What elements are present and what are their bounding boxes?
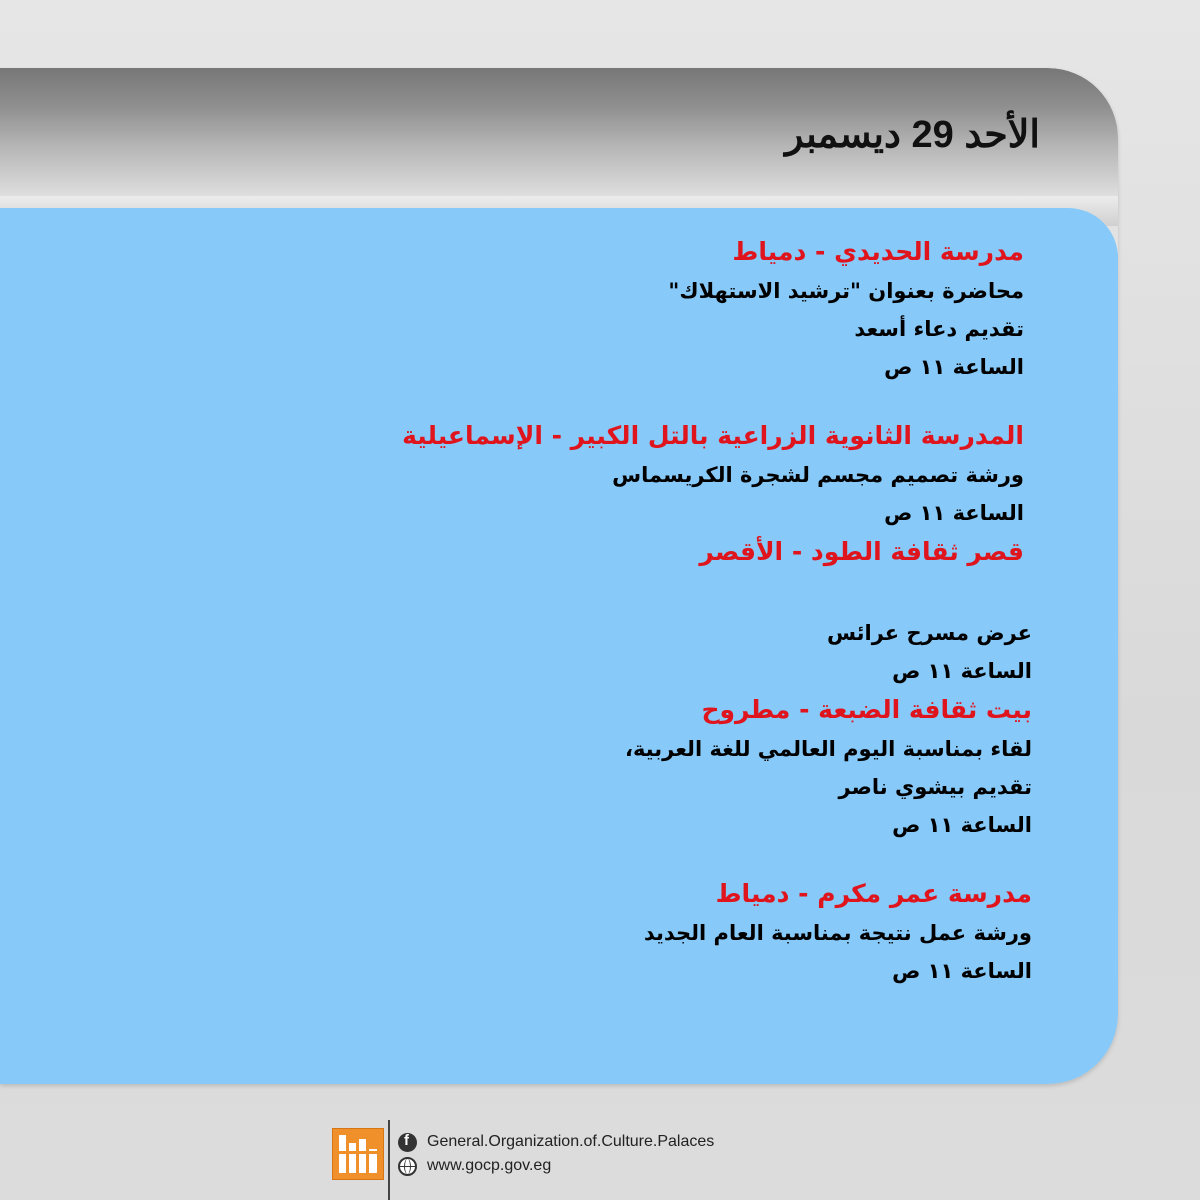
page-title: الأحد 29 ديسمبر: [785, 114, 1040, 156]
globe-icon: [398, 1157, 417, 1176]
event-line: الساعة ١١ ص: [884, 501, 1024, 525]
footer-divider: [388, 1120, 390, 1200]
event-line: عرض مسرح عرائس: [826, 621, 1032, 645]
website-link[interactable]: [398, 1154, 551, 1178]
event-item: [224, 532, 1032, 690]
event-line: ورشة عمل نتيجة بمناسبة العام الجديد: [643, 921, 1032, 945]
facebook-icon: [398, 1133, 417, 1152]
event-list: [224, 232, 1032, 990]
event-item: [224, 874, 1032, 990]
event-item: [224, 690, 1032, 844]
gocp-logo-icon: [332, 1128, 384, 1180]
event-line: تقديم بيشوي ناصر: [838, 775, 1032, 799]
event-venue: مدرسة عمر مكرم - دمياط: [715, 879, 1032, 908]
event-line: تقديم دعاء أسعد: [854, 317, 1024, 341]
event-venue: المدرسة الثانوية الزراعية بالتل الكبير - الإسماعيلية: [402, 421, 1024, 450]
facebook-link[interactable]: [398, 1130, 714, 1154]
event-line: لقاء بمناسبة اليوم العالمي للغة العربية،: [624, 737, 1032, 761]
facebook-label: General.Organization.of.Culture.Palaces: [427, 1133, 715, 1150]
event-venue: مدرسة الحديدي - دمياط: [732, 237, 1024, 266]
event-item: [224, 232, 1024, 386]
event-venue: قصر ثقافة الطود - الأقصر: [699, 537, 1024, 566]
website-label: www.gocp.gov.eg: [427, 1157, 552, 1174]
event-line: ورشة تصميم مجسم لشجرة الكريسماس: [612, 463, 1024, 487]
event-line: محاضرة بعنوان "ترشيد الاستهلاك": [668, 279, 1024, 303]
event-line: الساعة ١١ ص: [892, 813, 1032, 837]
event-venue: بيت ثقافة الضبعة - مطروح: [701, 695, 1032, 724]
event-line: الساعة ١١ ص: [892, 959, 1032, 983]
event-item: [224, 416, 1024, 532]
event-line: الساعة ١١ ص: [892, 659, 1032, 683]
event-line: الساعة ١١ ص: [884, 355, 1024, 379]
footer: [0, 1120, 1200, 1200]
